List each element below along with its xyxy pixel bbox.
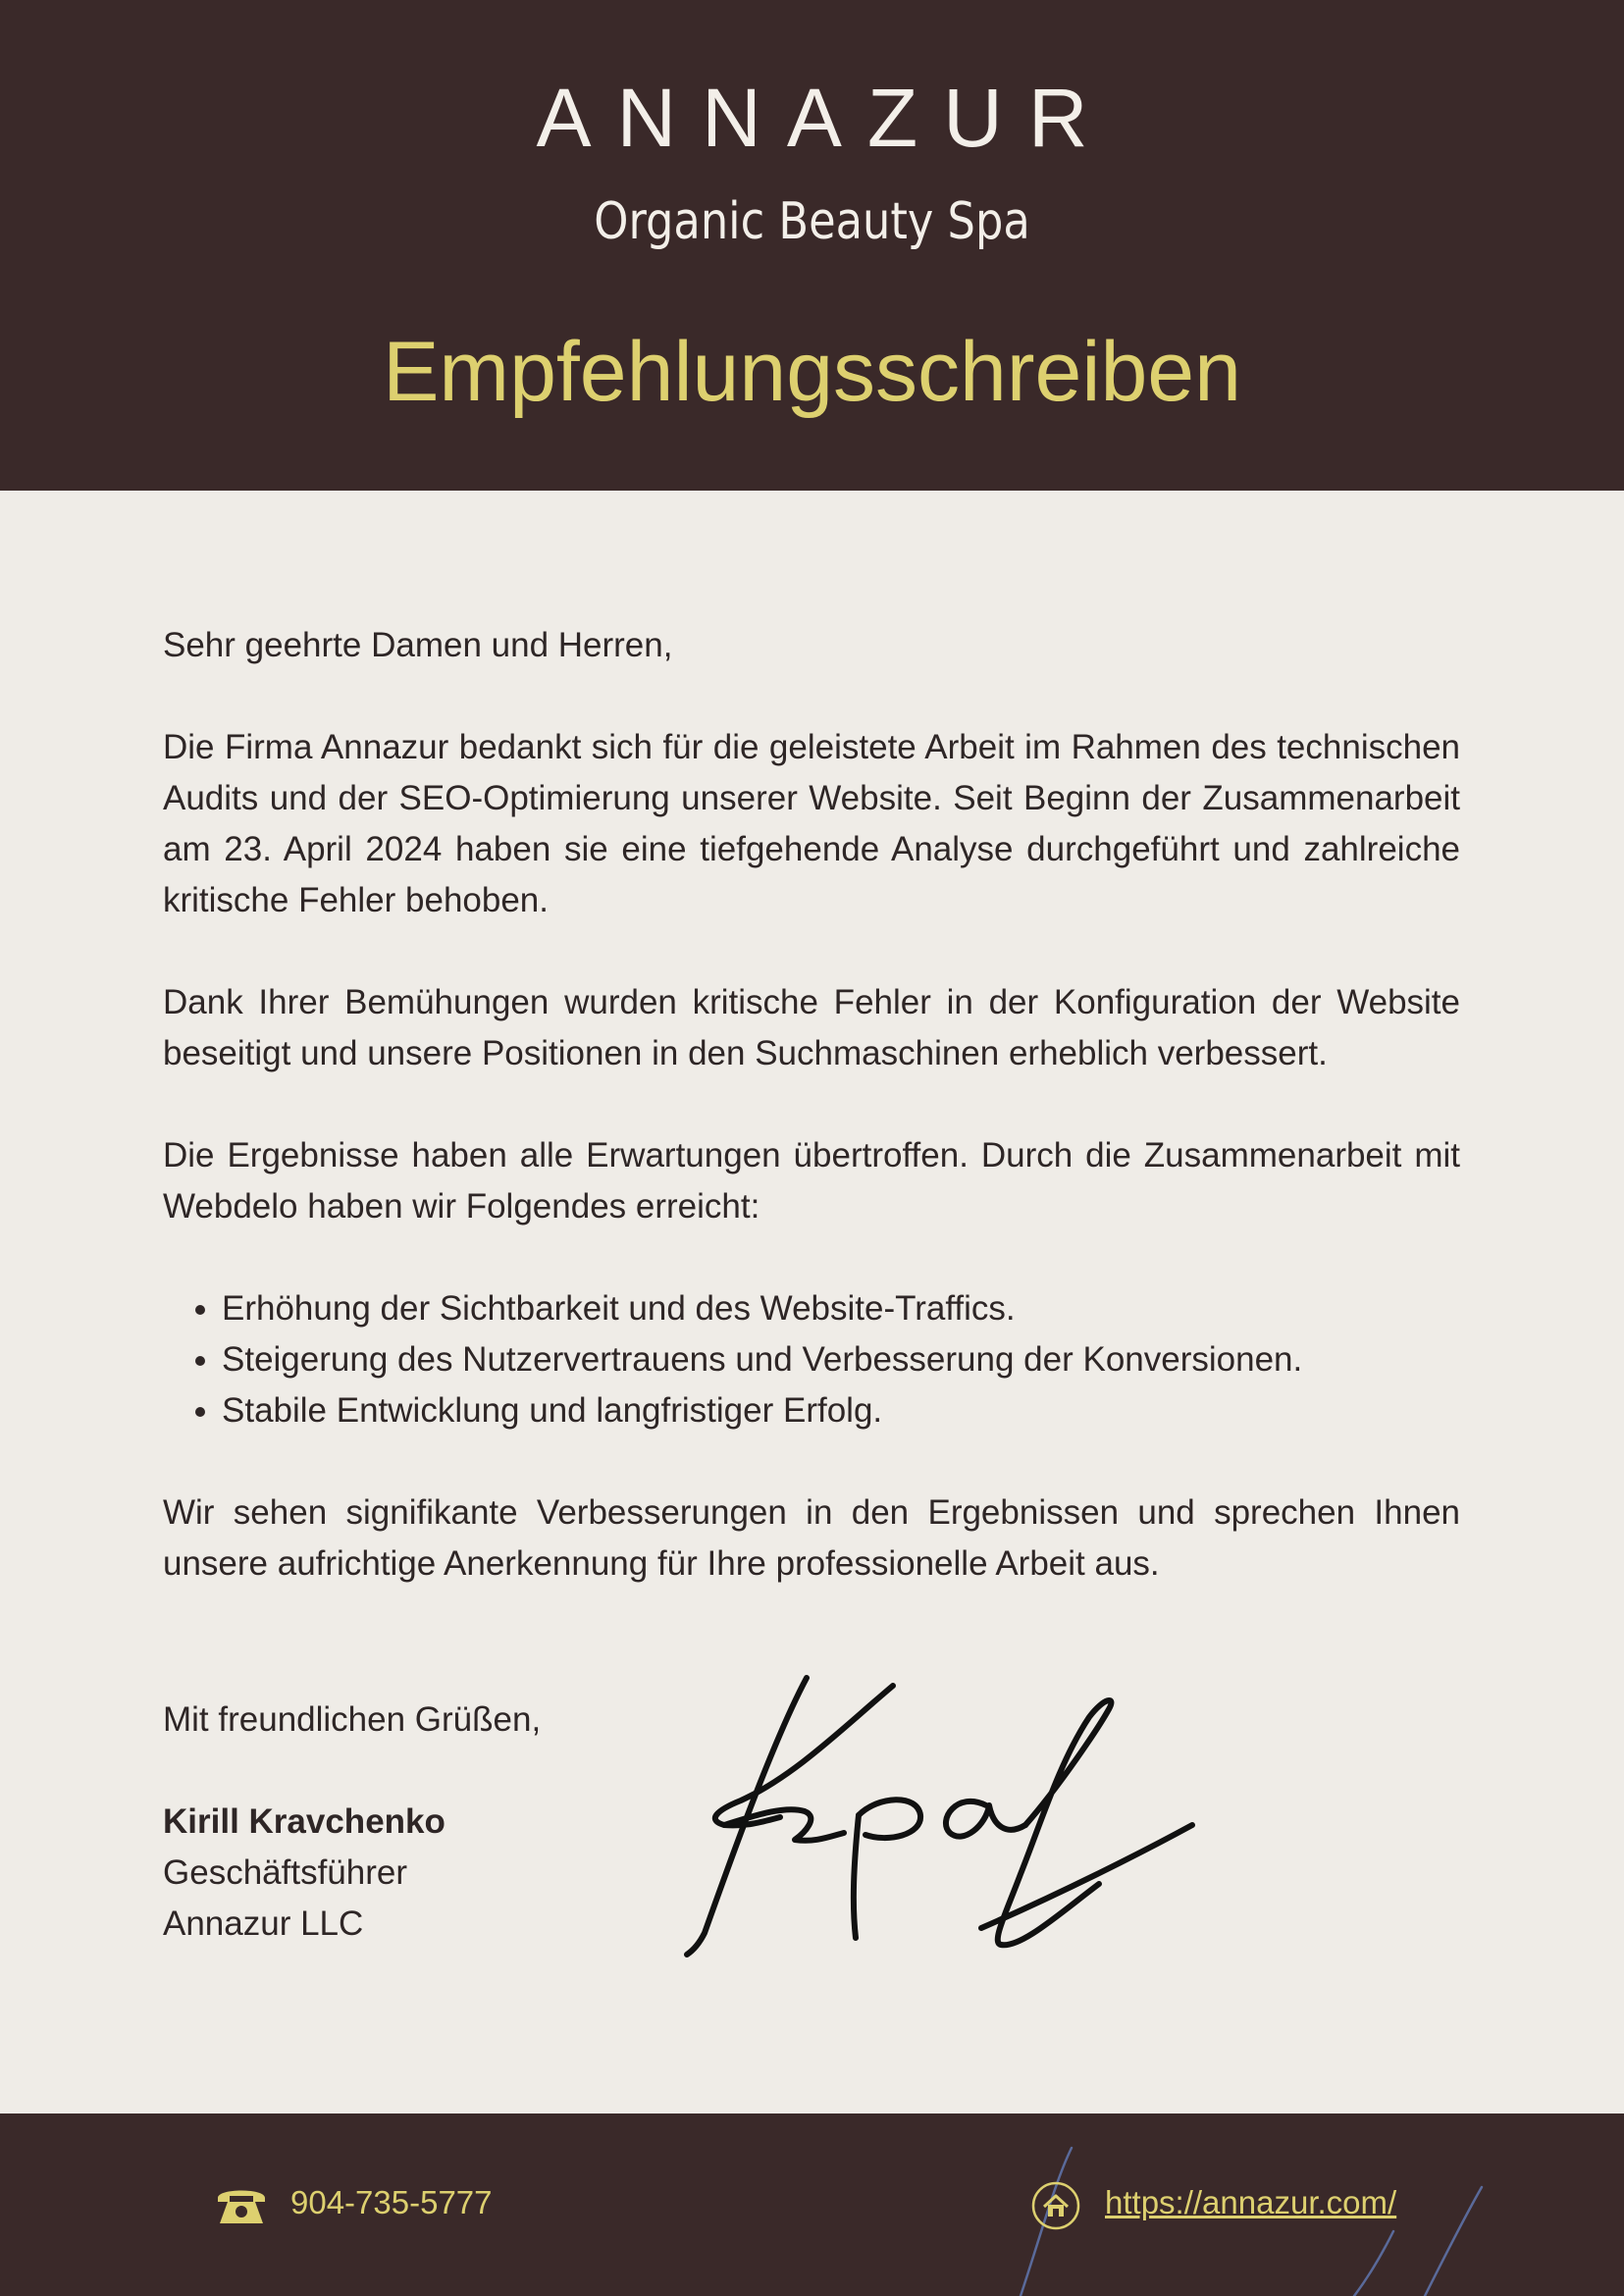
website-link[interactable]: https://annazur.com/ (1105, 2184, 1397, 2220)
list-item: • Erhöhung der Sichtbarkeit und des Website-Traffics. (222, 1283, 1460, 1334)
company-name: Annazur LLC (163, 1905, 364, 1943)
letter-body (163, 620, 1460, 1641)
closing-phrase: Mit freundlichen Grüßen, (163, 1700, 542, 1739)
letterhead-header (0, 0, 1624, 491)
phone-icon (214, 2182, 269, 2227)
signature-block (163, 1797, 445, 1950)
brand-name: ANNAZUR (536, 72, 1114, 164)
home-icon (1030, 2180, 1081, 2231)
document-title: Empfehlungsschreiben (383, 325, 1241, 419)
paragraph-3: Die Ergebnisse haben alle Erwartungen übertroffen. Durch die Zusammenarbeit mit Webdelo haben wir Folgendes erreicht: (163, 1136, 1460, 1226)
phone-number[interactable]: 904-735-5777 (290, 2184, 493, 2220)
paragraph-1: Die Firma Annazur bedankt sich für die geleistete Arbeit im Rahmen des technischen Audits und der SEO-Optimierung unserer Website. Seit Beginn der Zusammenarbeit am 23. April 2024 haben sie eine tiefgehende Analyse durchgeführt und zahlreiche kritische Fehler behoben. (163, 728, 1460, 919)
brand-tagline: Organic Beauty Spa (594, 192, 1030, 251)
paragraph-2: Dank Ihrer Bemühungen wurden kritische Fehler in der Konfiguration der Website beseitigt und unsere Positionen in den Suchmaschinen erheblich verbessert. (163, 983, 1460, 1072)
paragraph-4: Wir sehen signifikante Verbesserungen in den Ergebnissen und sprechen Ihnen unsere aufrichtige Anerkennung für Ihre professionelle Arbeit aus. (163, 1493, 1460, 1583)
handwritten-signature (648, 1668, 1217, 1962)
letterhead-footer (0, 2113, 1624, 2296)
achievement-list (163, 1283, 1460, 1436)
signer-name: Kirill Kravchenko (163, 1802, 445, 1841)
salutation: Sehr geehrte Damen und Herren, (163, 626, 673, 664)
signer-title: Geschäftsführer (163, 1853, 407, 1892)
list-item: • Steigerung des Nutzervertrauens und Verbesserung der Konversionen. (222, 1334, 1460, 1385)
list-item: • Stabile Entwicklung und langfristiger Erfolg. (222, 1385, 1460, 1436)
